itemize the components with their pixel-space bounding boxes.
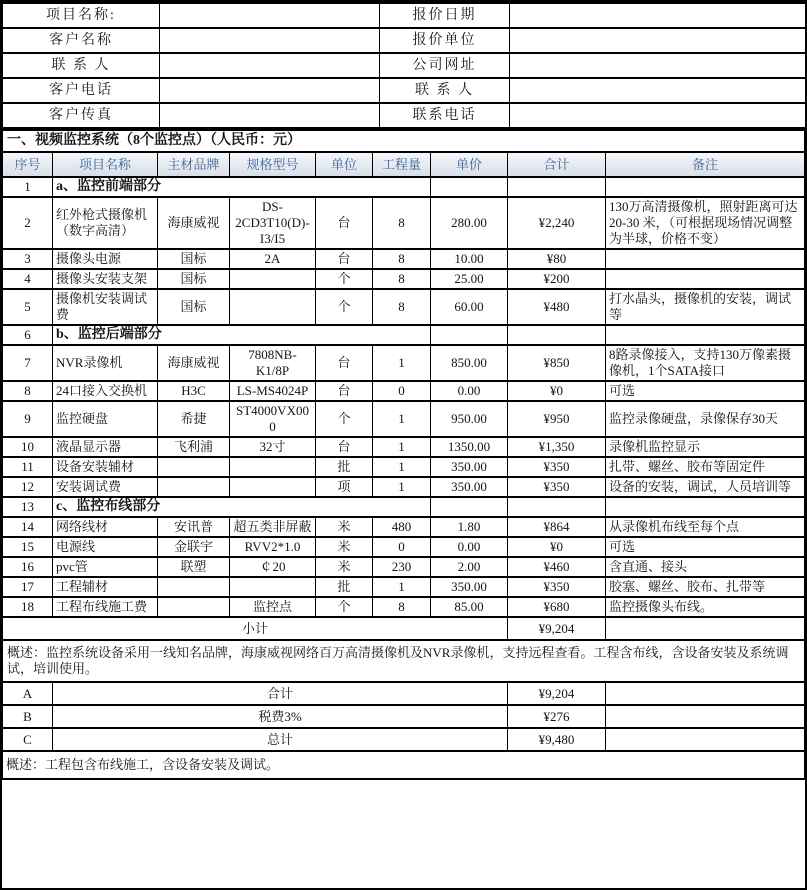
field-label: 联 系 人	[380, 78, 510, 103]
item-row	[3, 537, 805, 557]
summary-code: A	[3, 682, 53, 705]
unit-price-cell: 0.00	[431, 381, 508, 401]
note-cell: 可选	[606, 381, 805, 401]
note-cell	[606, 682, 805, 705]
note-cell	[606, 497, 805, 517]
brand-cell: 金联宇	[158, 537, 230, 557]
item-name-cell: 网络线材	[53, 517, 158, 537]
unit-price-cell: 0.00	[431, 537, 508, 557]
unit-price-cell	[431, 497, 508, 517]
item-row	[3, 381, 805, 401]
unit-price-cell: 1.80	[431, 517, 508, 537]
unit-price-cell: 25.00	[431, 269, 508, 289]
unit-price-cell: 2.00	[431, 557, 508, 577]
unit-price-cell: 85.00	[431, 597, 508, 617]
note-cell: 录像机监控显示	[606, 437, 805, 457]
brand-cell: 飞利浦	[158, 437, 230, 457]
row-number: 10	[3, 437, 53, 457]
unit-cell: 米	[316, 537, 373, 557]
quantity-cell: 8	[373, 289, 431, 325]
unit-price-cell: 280.00	[431, 197, 508, 249]
unit-cell: 个	[316, 269, 373, 289]
unit-price-cell: 950.00	[431, 401, 508, 437]
brand-cell	[158, 597, 230, 617]
unit-cell: 台	[316, 381, 373, 401]
summary-label: 合计	[53, 682, 508, 705]
quantity-cell: 1	[373, 477, 431, 497]
spec-cell: 监控点	[230, 597, 316, 617]
spec-cell: RVV2*1.0	[230, 537, 316, 557]
quantity-cell: 8	[373, 597, 431, 617]
total-cell: ¥460	[508, 557, 606, 577]
note-cell: 设备的安装，调试，人员培训等	[606, 477, 805, 497]
field-value	[510, 3, 807, 28]
item-row	[3, 197, 805, 249]
note-cell	[606, 177, 805, 197]
brand-cell: 海康威视	[158, 197, 230, 249]
unit-cell: 米	[316, 517, 373, 537]
quantity-cell: 8	[373, 197, 431, 249]
note-cell: 从录像机布线至每个点	[606, 517, 805, 537]
summary-value: ¥9,480	[508, 728, 606, 751]
total-cell: ¥680	[508, 597, 606, 617]
column-header: 工程量	[373, 152, 431, 177]
unit-cell: 个	[316, 597, 373, 617]
note-cell: 含直通、接头	[606, 557, 805, 577]
unit-price-cell	[431, 177, 508, 197]
total-cell: ¥950	[508, 401, 606, 437]
total-cell: ¥350	[508, 457, 606, 477]
quantity-cell: 1	[373, 437, 431, 457]
item-row	[3, 457, 805, 477]
quantity-cell: 1	[373, 401, 431, 437]
field-label: 客户电话	[3, 78, 160, 103]
summary-row	[3, 728, 805, 751]
summary-row	[3, 705, 805, 728]
item-name-cell: 工程辅材	[53, 577, 158, 597]
page-title: 一、视频监控系统（8个监控点）（人民币：元）	[3, 130, 805, 152]
field-value	[510, 103, 807, 128]
brand-cell: 海康威视	[158, 345, 230, 381]
section-row	[3, 497, 805, 517]
note-cell: 监控摄像头布线。	[606, 597, 805, 617]
item-name-cell: 工程布线施工费	[53, 597, 158, 617]
row-number: 11	[3, 457, 53, 477]
section-row	[3, 177, 805, 197]
overview-text: 概述：监控系统设备采用一线知名品牌，海康威视网络百万高清摄像机及NVR录像机，支持远程查看。工程含布线，含设备安装及系统调试，培训使用。	[3, 640, 805, 682]
quantity-cell: 1	[373, 345, 431, 381]
row-number: 3	[3, 249, 53, 269]
top-info-table	[2, 2, 807, 129]
item-row	[3, 345, 805, 381]
summary-value: ¥9,204	[508, 682, 606, 705]
note-cell	[606, 705, 805, 728]
spec-cell: 超五类非屏蔽	[230, 517, 316, 537]
note-cell: 130万高清摄像机，照射距离可达20-30 米，（可根据现场情况调整为半球，价格不变）	[606, 197, 805, 249]
total-cell	[508, 497, 606, 517]
item-row	[3, 597, 805, 617]
quantity-cell: 8	[373, 269, 431, 289]
total-cell	[508, 177, 606, 197]
table-header-row	[3, 152, 805, 177]
field-value	[160, 28, 380, 53]
row-number: 1	[3, 177, 53, 197]
quantity-cell: 480	[373, 517, 431, 537]
quantity-cell: 1	[373, 577, 431, 597]
item-name-cell: pvc管	[53, 557, 158, 577]
info-row	[3, 28, 807, 53]
item-row	[3, 249, 805, 269]
total-cell: ¥1,350	[508, 437, 606, 457]
info-row	[3, 3, 807, 28]
unit-price-cell: 350.00	[431, 457, 508, 477]
summary-label: 税费3%	[53, 705, 508, 728]
field-label: 报价日期	[380, 3, 510, 28]
quantity-cell: 8	[373, 249, 431, 269]
total-cell: ¥350	[508, 577, 606, 597]
field-label: 联系电话	[380, 103, 510, 128]
subtotal-value: ¥9,204	[508, 617, 606, 640]
spec-cell: ST4000VX000	[230, 401, 316, 437]
row-number: 2	[3, 197, 53, 249]
field-value	[160, 3, 380, 28]
row-number: 12	[3, 477, 53, 497]
row-number: 13	[3, 497, 53, 517]
note-cell: 8路录像接入，支持130万像素摄像机，1个SATA接口	[606, 345, 805, 381]
section-row	[3, 325, 805, 345]
unit-cell: 批	[316, 577, 373, 597]
item-name-cell: 摄像头安装支架	[53, 269, 158, 289]
note-cell	[606, 269, 805, 289]
spec-cell	[230, 289, 316, 325]
summary-value: ¥276	[508, 705, 606, 728]
spec-cell	[230, 269, 316, 289]
unit-price-cell: 10.00	[431, 249, 508, 269]
note-cell: 扎带、螺丝、胶布等固定件	[606, 457, 805, 477]
row-number: 9	[3, 401, 53, 437]
section-label: b、监控后端部分	[53, 325, 431, 345]
spec-cell: 7808NB-K1/8P	[230, 345, 316, 381]
brand-cell: 联塑	[158, 557, 230, 577]
unit-price-cell	[431, 325, 508, 345]
item-row	[3, 269, 805, 289]
summary-label: 总计	[53, 728, 508, 751]
item-name-cell: NVR录像机	[53, 345, 158, 381]
unit-cell: 台	[316, 437, 373, 457]
note-cell	[606, 325, 805, 345]
unit-cell: 台	[316, 345, 373, 381]
brand-cell: 希捷	[158, 401, 230, 437]
total-cell: ¥350	[508, 477, 606, 497]
field-value	[160, 78, 380, 103]
item-name-cell: 24口接入交换机	[53, 381, 158, 401]
item-row	[3, 289, 805, 325]
field-label: 客户传真	[3, 103, 160, 128]
note-cell: 可选	[606, 537, 805, 557]
item-name-cell: 摄像机安装调试费	[53, 289, 158, 325]
field-label: 报价单位	[380, 28, 510, 53]
info-row	[3, 103, 807, 128]
row-number: 6	[3, 325, 53, 345]
brand-cell: 国标	[158, 249, 230, 269]
unit-price-cell: 60.00	[431, 289, 508, 325]
item-row	[3, 437, 805, 457]
section-title-row	[3, 130, 805, 152]
row-number: 14	[3, 517, 53, 537]
note-cell	[606, 249, 805, 269]
subtotal-row	[3, 617, 805, 640]
brand-cell	[158, 577, 230, 597]
item-row	[3, 517, 805, 537]
field-label: 客户名称	[3, 28, 160, 53]
unit-price-cell: 1350.00	[431, 437, 508, 457]
total-cell: ¥864	[508, 517, 606, 537]
brand-cell: 国标	[158, 289, 230, 325]
field-value	[510, 78, 807, 103]
field-label: 公司网址	[380, 53, 510, 78]
info-row	[3, 78, 807, 103]
bottom-note-text: 概述：工程包含布线施工，含设备安装及调试。	[3, 751, 805, 779]
total-cell: ¥0	[508, 537, 606, 557]
unit-cell: 个	[316, 401, 373, 437]
unit-price-cell: 350.00	[431, 477, 508, 497]
item-name-cell: 设备安装辅材	[53, 457, 158, 477]
total-cell: ¥80	[508, 249, 606, 269]
column-header: 主材品牌	[158, 152, 230, 177]
total-cell	[508, 325, 606, 345]
column-header: 单价	[431, 152, 508, 177]
unit-price-cell: 350.00	[431, 577, 508, 597]
item-name-cell: 监控硬盘	[53, 401, 158, 437]
total-cell: ¥480	[508, 289, 606, 325]
spec-cell	[230, 477, 316, 497]
note-cell: 监控录像硬盘，录像保存30天	[606, 401, 805, 437]
item-name-cell: 摄像头电源	[53, 249, 158, 269]
total-cell: ¥200	[508, 269, 606, 289]
row-number: 8	[3, 381, 53, 401]
section-label: a、监控前端部分	[53, 177, 431, 197]
row-number: 16	[3, 557, 53, 577]
field-value	[160, 53, 380, 78]
item-name-cell: 电源线	[53, 537, 158, 557]
item-row	[3, 401, 805, 437]
items-table	[2, 129, 805, 780]
item-name-cell: 红外枪式摄像机（数字高清）	[53, 197, 158, 249]
spec-cell: LS-MS4024P	[230, 381, 316, 401]
spec-cell	[230, 457, 316, 477]
info-row	[3, 53, 807, 78]
quantity-cell: 230	[373, 557, 431, 577]
row-number: 15	[3, 537, 53, 557]
unit-cell: 台	[316, 197, 373, 249]
column-header: 项目名称	[53, 152, 158, 177]
quantity-cell: 0	[373, 537, 431, 557]
item-row	[3, 577, 805, 597]
total-cell: ¥2,240	[508, 197, 606, 249]
field-label: 项目名称:	[3, 3, 160, 28]
brand-cell	[158, 457, 230, 477]
overview-row	[3, 640, 805, 682]
row-number: 18	[3, 597, 53, 617]
note-cell	[606, 617, 805, 640]
total-cell: ¥0	[508, 381, 606, 401]
spec-cell	[230, 577, 316, 597]
note-cell	[606, 728, 805, 751]
spec-cell: ￠20	[230, 557, 316, 577]
spec-cell: DS-2CD3T10(D)-I3/I5	[230, 197, 316, 249]
item-name-cell: 液晶显示器	[53, 437, 158, 457]
row-number: 5	[3, 289, 53, 325]
unit-cell: 批	[316, 457, 373, 477]
note-cell: 胶塞、螺丝、胶布、扎带等	[606, 577, 805, 597]
quantity-cell: 1	[373, 457, 431, 477]
item-row	[3, 477, 805, 497]
unit-cell: 米	[316, 557, 373, 577]
column-header: 备注	[606, 152, 805, 177]
quantity-cell: 0	[373, 381, 431, 401]
field-value	[510, 53, 807, 78]
unit-cell: 个	[316, 289, 373, 325]
total-cell: ¥850	[508, 345, 606, 381]
bottom-note-row	[3, 751, 805, 779]
spec-cell: 32寸	[230, 437, 316, 457]
brand-cell: 安讯普	[158, 517, 230, 537]
column-header: 合计	[508, 152, 606, 177]
column-header: 单位	[316, 152, 373, 177]
item-row	[3, 557, 805, 577]
field-label: 联 系 人	[3, 53, 160, 78]
unit-cell: 台	[316, 249, 373, 269]
unit-cell: 项	[316, 477, 373, 497]
section-label: c、监控布线部分	[53, 497, 431, 517]
summary-code: B	[3, 705, 53, 728]
field-value	[160, 103, 380, 128]
column-header: 规格型号	[230, 152, 316, 177]
summary-row	[3, 682, 805, 705]
row-number: 7	[3, 345, 53, 381]
note-cell: 打水晶头，摄像机的安装，调试等	[606, 289, 805, 325]
row-number: 4	[3, 269, 53, 289]
brand-cell: 国标	[158, 269, 230, 289]
item-name-cell: 安装调试费	[53, 477, 158, 497]
column-header: 序号	[3, 152, 53, 177]
brand-cell: H3C	[158, 381, 230, 401]
brand-cell	[158, 477, 230, 497]
unit-price-cell: 850.00	[431, 345, 508, 381]
spec-cell: 2A	[230, 249, 316, 269]
field-value	[510, 28, 807, 53]
row-number: 17	[3, 577, 53, 597]
subtotal-label: 小计	[3, 617, 508, 640]
summary-code: C	[3, 728, 53, 751]
